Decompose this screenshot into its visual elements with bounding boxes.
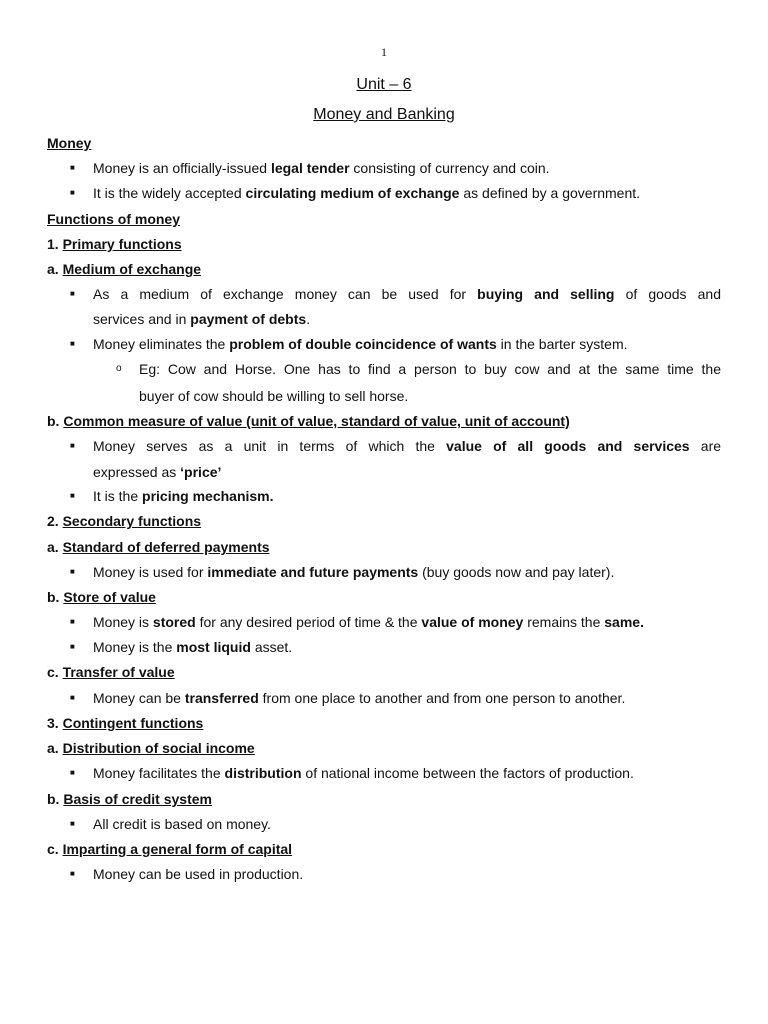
bullet-icon: ■ — [70, 617, 75, 626]
bullet-icon: ■ — [70, 491, 75, 500]
bullet-icon: ■ — [70, 441, 75, 450]
bullet-icon: ■ — [70, 819, 75, 828]
document-page: 1 Unit – 6 Money and Banking Money ■ Money is an officially-issued legal tender consisting of currency and coin. ■ It is the widely accepted circulating medium of exchange as defined by a government. Functions of money 1. Primary functions a. Medium of exchange ■ As a medium of exchange money can be used for buying and selling of goods and services and in payment of debts. ■ Money eliminates the problem of double coincidence of wants in the barter system. o Eg: Cow and Horse. One has to find a person to buy cow and at the same time the buyer of cow should be willing to sell horse. b. Common measure of value (unit of value, standard of value, unit of account) ■ Money serves as a unit in terms of which the value of all goods and services are expressed as ‘price’ ■ It is the pricing mechanism. 2. Secondary functions a. Standard of deferred payments ■ Money is used for immediate and future payments (buy goods now and pay later). b. Store of value ■ Money is stored for any desired period of time & the value of money remains the same. ■ Money is the most liquid asset. c. Transfer of value ■ Money can be transferred from one place to another and from one person to another. 3. Contingent functions a. Distribution of social income ■ Money facilitates the distribution of national income between the factors of production. b. Basis of credit system ■ All credit is based on money. c. Imparting a general form of capital ■ Money can be used in production. — [0, 0, 768, 1024]
bullet-icon: ■ — [70, 188, 75, 197]
chapter-title: Money and Banking — [313, 106, 455, 123]
bullet-icon: ■ — [70, 768, 75, 777]
bullet-icon: ■ — [70, 339, 75, 348]
bullet-icon: ■ — [70, 693, 75, 702]
page-number: 1 — [381, 45, 387, 59]
bullet-icon: ■ — [70, 642, 75, 651]
bullet-icon: ■ — [70, 567, 75, 576]
bullet-icon: ■ — [70, 289, 75, 298]
circle-bullet-icon: o — [116, 363, 122, 374]
bullet-icon: ■ — [70, 163, 75, 172]
bullet-icon: ■ — [70, 869, 75, 878]
unit-title: Unit – 6 — [356, 76, 412, 93]
